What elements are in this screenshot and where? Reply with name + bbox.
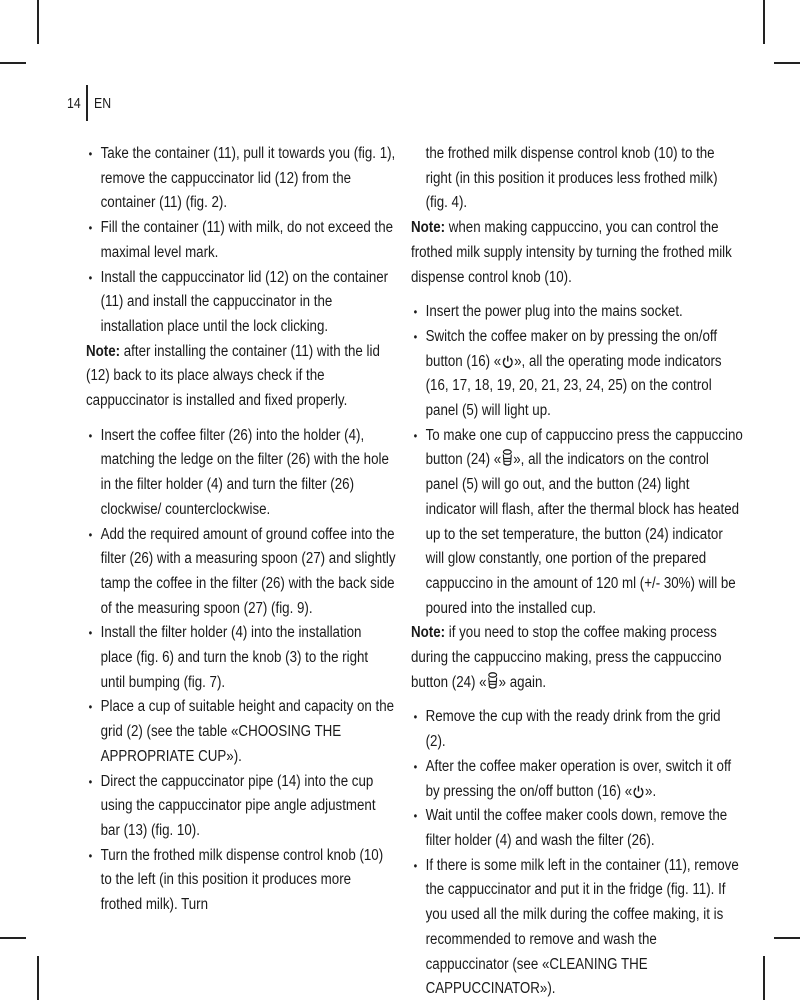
power-icon — [633, 785, 644, 799]
crop-mark — [37, 0, 39, 44]
note-paragraph: Note: if you need to stop the coffee making process during the cappuccino making, press the cappuccino button (24) « » again. — [411, 624, 722, 691]
note-text: after installing the container (11) with the lid (12) back to its place always check if the cappuccinator is installed and fixed properly. — [86, 342, 380, 410]
instruction-list — [86, 142, 396, 340]
list-item: • Insert the coffee filter (26) into the holder (4), matching the ledge on the filter (26) with the hole in the filter holder (4) and turn the filter (26) clockwise/ counterclockwise. — [86, 424, 396, 523]
page-number: 14 — [67, 94, 81, 112]
crop-mark — [774, 937, 800, 939]
list-item: • Insert the power plug into the mains socket. — [411, 300, 743, 325]
instruction-list — [86, 424, 396, 918]
list-item: • Direct the cappuccinator pipe (14) into the cup using the cappuccinator pipe angle adjustment bar (13) (fig. 10). — [86, 770, 396, 844]
note-label: Note: — [86, 342, 121, 360]
cappuccino-cup-icon — [502, 449, 512, 467]
note-paragraph — [86, 340, 396, 414]
power-icon — [502, 355, 513, 369]
list-item: • Add the required amount of ground coffee into the filter (26) with a measuring spoon (27) and slightly tamp the coffee in the filter (26) with the back side of the measuring spoon (27) (fig. 9). — [86, 523, 396, 622]
crop-mark — [37, 956, 39, 1000]
crop-mark — [774, 62, 800, 64]
language-code: EN — [93, 94, 111, 112]
crop-mark — [763, 0, 765, 44]
list-item: • To make one cup of cappuccino press the cappuccino button (24) « », all the indicators on the control panel (5) will go out, and the button (24) light indicator will flash, after the thermal block has heated up to the set temperature, the button (24) indicator will glow constantly, one portion of the prepared cappuccino in the amount of 120 ml (+/- 30%) will be poured into the installed cup. — [411, 424, 743, 622]
list-item: • After the coffee maker operation is over, switch it off by pressing the on/off button (16) « ». — [411, 755, 743, 804]
list-item: • Fill the container (11) with milk, do not exceed the maximal level mark. — [86, 216, 396, 265]
list-item: • Remove the cup with the ready drink from the grid (2). — [411, 705, 743, 754]
instruction-list — [411, 300, 743, 621]
left-column — [86, 142, 396, 918]
list-item: • Install the cappuccinator lid (12) on the container (11) and install the cappuccinator in the installation place until the lock clicking. — [86, 266, 396, 340]
header-divider — [86, 85, 88, 121]
crop-mark — [0, 937, 26, 939]
list-item: • Switch the coffee maker on by pressing the on/off button (16) « », all the operating mode indicators (16, 17, 18, 19, 20, 21, 23, 24, 25) on the control panel (5) will light up. — [411, 325, 743, 424]
note-paragraph — [411, 216, 743, 290]
cappuccino-cup-icon — [487, 672, 497, 690]
instruction-list — [411, 705, 743, 1001]
list-item: • Wait until the coffee maker cools down, remove the filter holder (4) and wash the filter (26). — [411, 804, 743, 853]
list-item: • Install the filter holder (4) into the installation place (fig. 6) and turn the knob (3) to the right until bumping (fig. 7). — [86, 621, 396, 695]
continued-paragraph: the frothed milk dispense control knob (10) to the right (in this position it produces less frothed milk) (fig. 4). — [425, 145, 718, 212]
list-item: • If there is some milk left in the container (11), remove the cappuccinator and put it in the fridge (fig. 11). If you used all the milk during the coffee making, it is recommended to remove and wash the cappuccinator (see «CLEANING THE CAPPUCCINATOR»). — [411, 854, 743, 1002]
list-item: • Turn the frothed milk dispense control knob (10) to the left (in this position it produces more frothed milk). Turn — [86, 844, 396, 918]
note-text: when making cappuccino, you can control the frothed milk supply intensity by turning the frothed milk dispense control knob (10). — [411, 219, 732, 286]
list-item: • Place a cup of suitable height and capacity on the grid (2) (see the table «CHOOSING THE APPROPRIATE CUP»). — [86, 695, 396, 769]
note-label: Note: — [411, 624, 446, 642]
list-item: • Take the container (11), pull it towards you (fig. 1), remove the cappuccinator lid (12) from the container (11) (fig. 2). — [86, 142, 396, 216]
right-column — [411, 142, 743, 1002]
crop-mark — [0, 62, 26, 64]
crop-mark — [763, 956, 765, 1000]
note-label: Note: — [411, 219, 446, 237]
page-header — [64, 84, 115, 122]
